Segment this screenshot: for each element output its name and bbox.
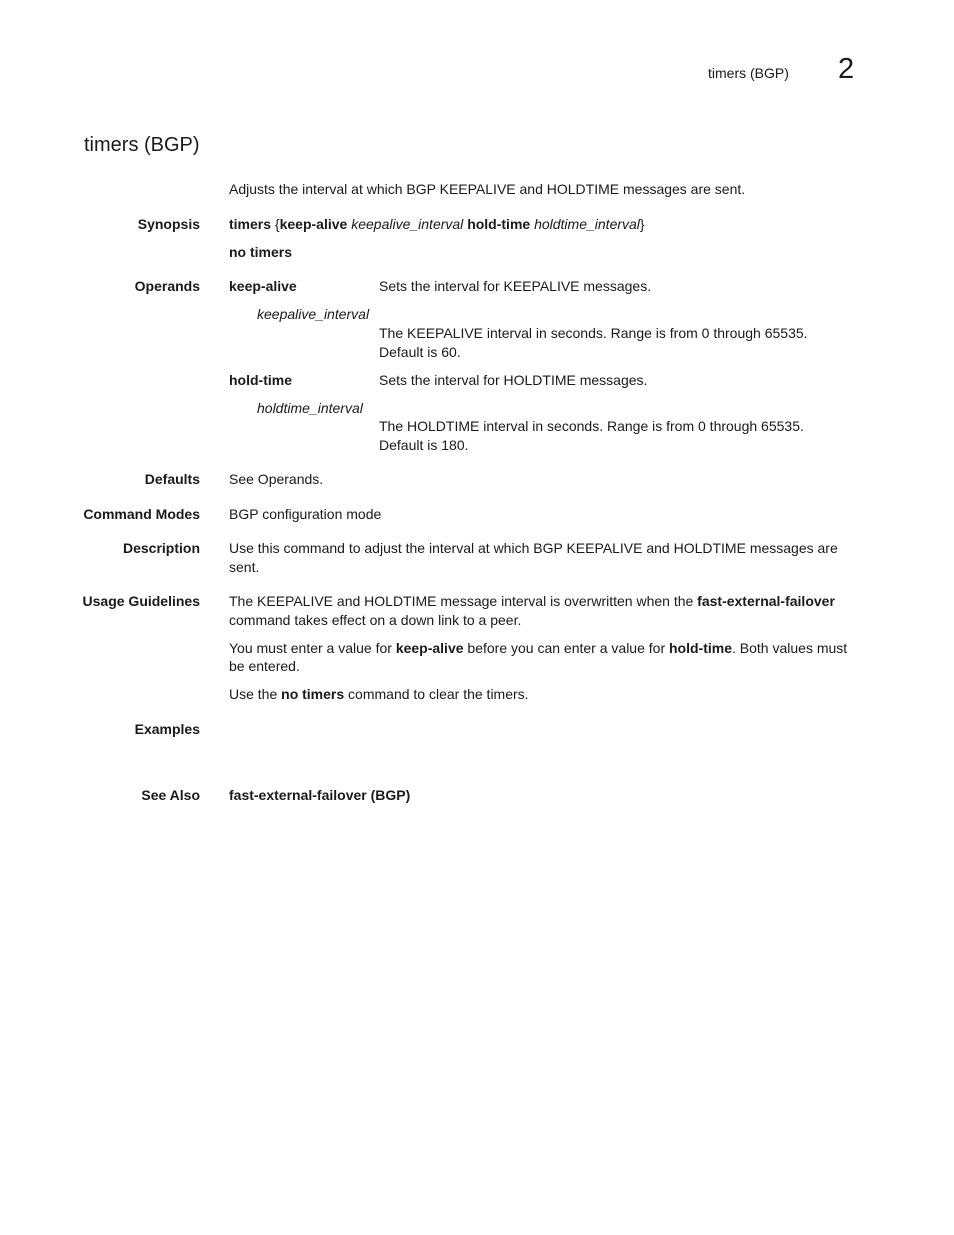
usage-p1-keyword: fast-external-failover [697,593,835,609]
synopsis-label: Synopsis [137,216,200,232]
examples-label: Examples [134,721,200,737]
command-modes-label: Command Modes [83,506,200,522]
operand-keepalive-interval-name: keepalive_interval [257,306,370,322]
usage-guidelines-label: Usage Guidelines [82,593,200,609]
see-also-label: See Also [141,787,200,803]
synopsis-arg-keepalive: keepalive_interval [347,216,468,232]
usage-p2-text-b: before you can enter a value for [463,640,669,656]
description-label: Description [122,540,200,556]
description-line-1: Use this command to adjust the interval at which BGP KEEPALIVE and HOLDTIME messages are [229,540,838,556]
usage-paragraph-1-line-2: command takes effect on a down link to a peer. [229,612,522,628]
usage-p1-text: The KEEPALIVE and HOLDTIME message interval is overwritten when the [229,593,698,609]
synopsis-no-form-text: no timers [229,244,293,260]
operand-keepalive-interval-desc: The KEEPALIVE interval in seconds. Range is from 0 through 65535. [379,325,808,341]
operand-keepalive-interval [257,305,369,324]
operand-keep-alive-name: keep-alive [229,278,297,294]
operand-holdtime-interval-name: holdtime_interval [257,400,363,416]
intro-text: Adjusts the interval at which BGP KEEPALIVE and HOLDTIME messages are sent. [229,181,746,197]
usage-p3-text-a: Use the [229,686,282,702]
synopsis-syntax [229,215,645,234]
synopsis-no-form [229,243,292,262]
synopsis-brace-close: } [639,216,645,232]
usage-p3-text-b: command to clear the timers. [344,686,529,702]
defaults-text: See Operands. [229,471,324,487]
operand-holdtime-interval-default: Default is 180. [379,437,469,453]
running-header-title: timers (BGP) [708,65,789,81]
operand-holdtime-interval-desc: The HOLDTIME interval in seconds. Range is from 0 through 65535. [379,418,804,434]
operands-label: Operands [134,278,200,294]
usage-paragraph-2-line-2: be entered. [229,658,300,674]
usage-p2-keyword-keep-alive: keep-alive [395,640,464,656]
synopsis-keyword-keep-alive: keep-alive [279,216,348,232]
usage-paragraph-2-line-1 [229,639,847,658]
synopsis-arg-holdtime: holdtime_interval [530,216,640,232]
synopsis-brace-open: { [271,216,280,232]
operand-hold-time [229,371,292,390]
see-also-link-text[interactable]: fast-external-failover (BGP) [229,787,411,803]
operand-keep-alive [229,277,297,296]
see-also-link[interactable] [229,786,410,805]
usage-p3-keyword: no timers [281,686,345,702]
usage-p2-keyword-hold-time: hold-time [669,640,732,656]
page-title: timers (BGP) [84,134,200,156]
usage-paragraph-3 [229,685,529,704]
description-line-2: sent. [229,559,260,575]
synopsis-keyword-hold-time: hold-time [467,216,531,232]
usage-paragraph-1-line-1 [229,592,835,611]
operand-holdtime-interval [257,399,363,418]
defaults-label: Defaults [144,471,200,487]
operand-keepalive-interval-default: Default is 60. [379,344,461,360]
synopsis-command: timers [229,216,272,232]
command-modes-text: BGP configuration mode [229,506,382,522]
operand-keep-alive-desc: Sets the interval for KEEPALIVE messages. [379,278,652,294]
usage-p2-text-a: You must enter a value for [229,640,396,656]
chapter-number: 2 [838,53,855,85]
usage-p2-text-c: . Both values must [732,640,848,656]
operand-hold-time-name: hold-time [229,372,292,388]
operand-hold-time-desc: Sets the interval for HOLDTIME messages. [379,372,648,388]
